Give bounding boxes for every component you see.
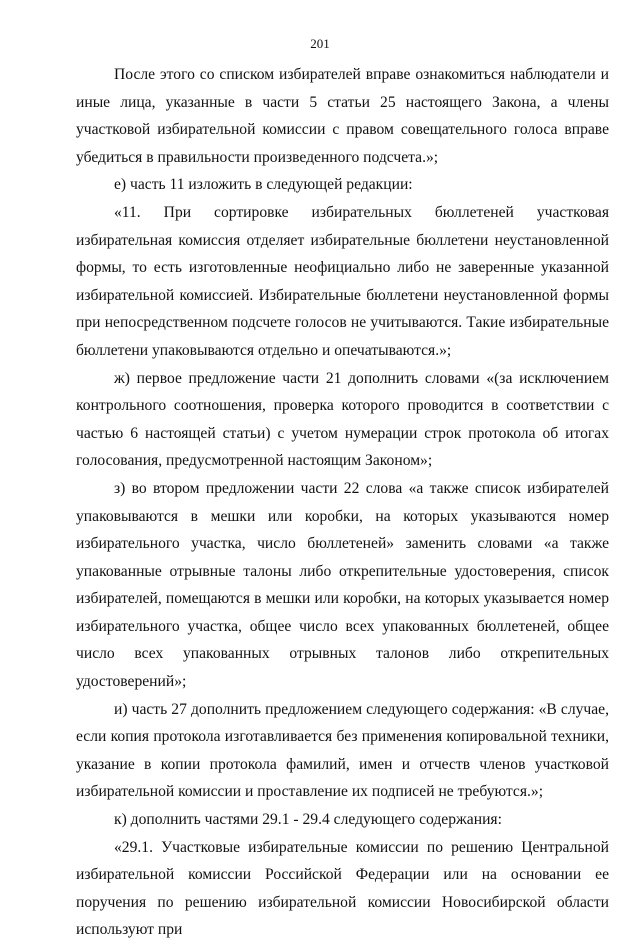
paragraph-observers: После этого со списком избирателей вправе ознакомиться наблюдатели и иные лица, указанные в части 5 статьи 25 настоящего Закона, а члены участковой избирательной комиссии с правом совещательного голоса вправе убедиться в правильности произведенного подсчета.»; [76, 66, 609, 166]
paragraph-item-z: з) во втором предложении части 22 слова «а также список избирателей упаковываются в мешки или коробки, на которых указываются номер избирательного участка, число бюллетеней» заменить словами «а также упакованные отрывные талоны либо открепительные удостоверения, список избирателей, помещаются в мешки или коробки, на которых указывается номер избирательного участка, общее число всех упакованных бюллетеней, общее число всех упакованных отрывных талонов либо открепительных удостоверений»; [76, 479, 609, 691]
paragraph-item-zh: ж) первое предложение части 21 дополнить словами «(за исключением контрольного соотношения, проверка которого проводится в соответствии с частью 6 настоящей статьи) с учетом нумерации строк протокола об итогах голосования, предусмотренной настоящим Законом»; [76, 369, 609, 470]
paragraph-item-k: к) дополнить частями 29.1 - 29.4 следующего содержания: [114, 811, 502, 829]
document-body [76, 61, 609, 944]
page-number: 201 [310, 36, 330, 51]
paragraph-part-29-1: «29.1. Участковые избирательные комиссии по решению Центральной избирательной комиссии Российской Федерации или на основании ее поручения по решению избирательной комиссии Новосибирской области используют при [76, 838, 609, 939]
paragraph-part-11: «11. При сортировке избирательных бюллетеней участковая избирательная комиссия отделяет избирательные бюллетени неустановленной формы, то есть изготовленные неофициально либо не заверенные указанной избирательной комиссией. Избирательные бюллетени неустановленной формы при непосредственном подсчете голосов не учитываются. Такие избирательные бюллетени упаковываются отдельно и опечатываются.»; [76, 203, 609, 359]
paragraph-item-e: е) часть 11 изложить в следующей редакции: [114, 176, 413, 194]
paragraph-item-i: и) часть 27 дополнить предложением следующего содержания: «В случае, если копия протокола изготавливается без применения копировальной техники, указание в копии протокола фамилий, имен и отчеств членов участковой избирательной комиссии и проставление их подписей не требуются.»; [76, 700, 609, 801]
